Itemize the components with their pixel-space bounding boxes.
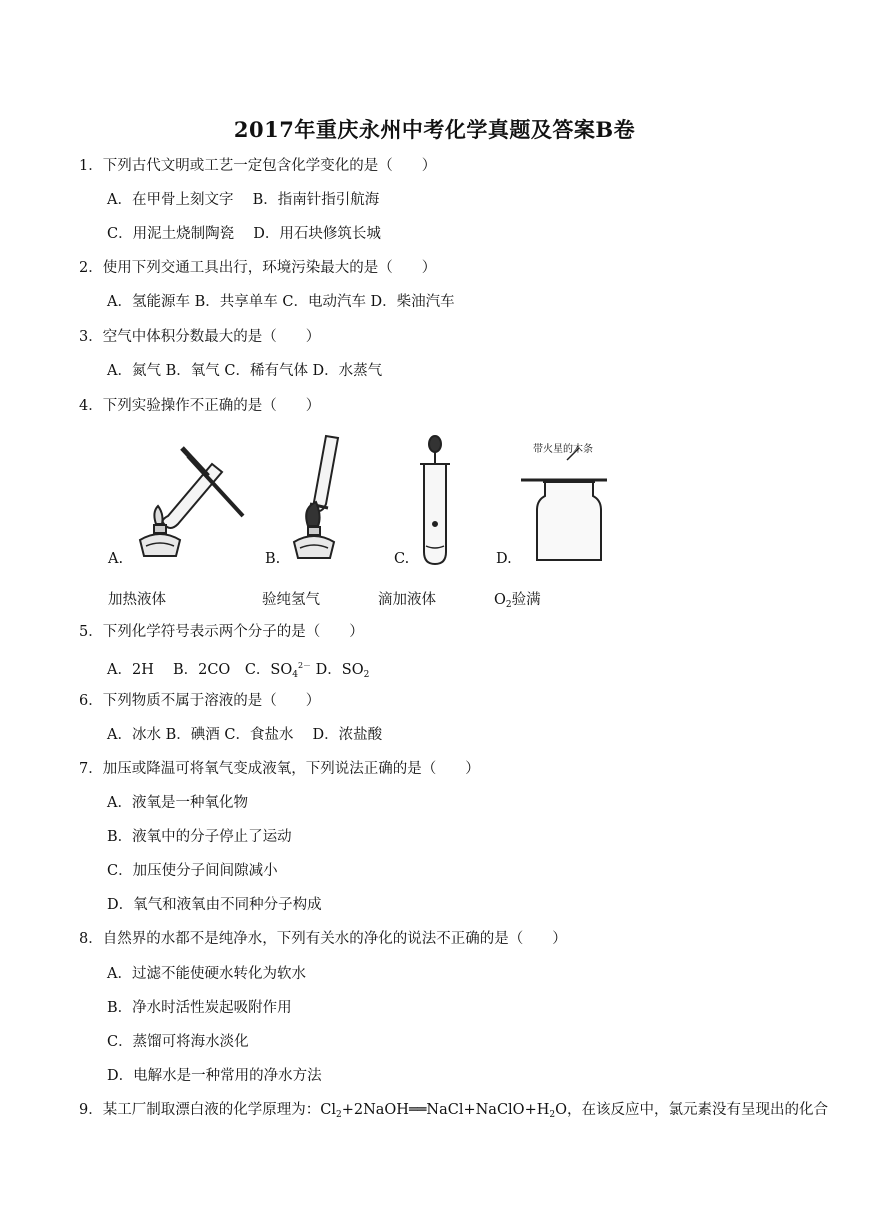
question-8: 8．自然界的水都不是纯净水，下列有关水的净化的说法不正确的是（ ） [79, 931, 567, 947]
figure-dropping-liquid [410, 434, 460, 574]
question-3-options: A．氮气 B．氧气 C．稀有气体 D．水蒸气 [107, 363, 383, 379]
question-7-option-b: B．液氧中的分子停止了运动 [107, 829, 292, 845]
figure-oxygen-full-test [515, 438, 625, 568]
figure-letter-c: C. [394, 551, 410, 567]
page-title: 2017年重庆永州中考化学真题及答案B卷 [233, 117, 636, 142]
question-1-options-ab: A．在甲骨上刻文字 B．指南针指引航海 [107, 192, 380, 208]
question-6: 6．下列物质不属于溶液的是（ ） [79, 693, 321, 709]
caption-a: 加热液体 [108, 592, 166, 608]
question-8-option-b: B．净水时活性炭起吸附作用 [107, 1000, 292, 1016]
question-2: 2．使用下列交通工具出行，环境污染最大的是（ ） [79, 260, 437, 276]
question-1-options-cd: C．用泥土烧制陶瓷 D．用石块修筑长城 [107, 226, 381, 242]
question-7-option-c: C．加压使分子间间隙减小 [107, 863, 278, 879]
caption-d: $O_2$验满 [494, 592, 541, 610]
figure-heating-liquid [128, 428, 248, 568]
question-7-option-d: D．氧气和液氧由不同种分子构成 [107, 897, 322, 913]
caption-b: 验纯氢气 [262, 592, 320, 608]
question-2-options: A．氢能源车 B．共享单车 C．电动汽车 D．柴油汽车 [107, 294, 455, 310]
question-8-option-c: C．蒸馏可将海水淡化 [107, 1034, 249, 1050]
caption-c: 滴加液体 [378, 592, 436, 608]
figure-letter-d: D. [496, 551, 512, 567]
figure-letter-a: A. [108, 551, 124, 567]
question-5: 5．下列化学符号表示两个分子的是（ ） [79, 624, 364, 640]
figure-letter-b: B. [265, 551, 281, 567]
question-1: 1．下列古代文明或工艺一定包含化学变化的是（ ） [79, 158, 437, 174]
question-7: 7．加压或降温可将氧气变成液氧，下列说法正确的是（ ） [79, 761, 480, 777]
question-4: 4．下列实验操作不正确的是（ ） [79, 398, 321, 414]
figure-d-label: 带火星的木条 [533, 444, 593, 455]
question-7-option-a: A．液氧是一种氧化物 [107, 795, 248, 811]
question-8-option-a: A．过滤不能使硬水转化为软水 [107, 966, 306, 982]
question-5-options: A．2H B．2CO C．$SO_4^{2-}$ D．$SO_2$ [107, 661, 370, 680]
question-3: 3．空气中体积分数最大的是（ ） [79, 329, 321, 345]
figure-hydrogen-test [282, 430, 362, 570]
question-6-options: A．冰水 B．碘酒 C．食盐水 D．浓盐酸 [107, 727, 383, 743]
question-9: 9．某工厂制取漂白液的化学原理为：$Cl_2+2NaOH══NaCl+NaClO+H_2O$，在该反应中，氯元素没有呈现出的化合 [79, 1102, 828, 1120]
question-8-option-d: D．电解水是一种常用的净水方法 [107, 1068, 322, 1084]
